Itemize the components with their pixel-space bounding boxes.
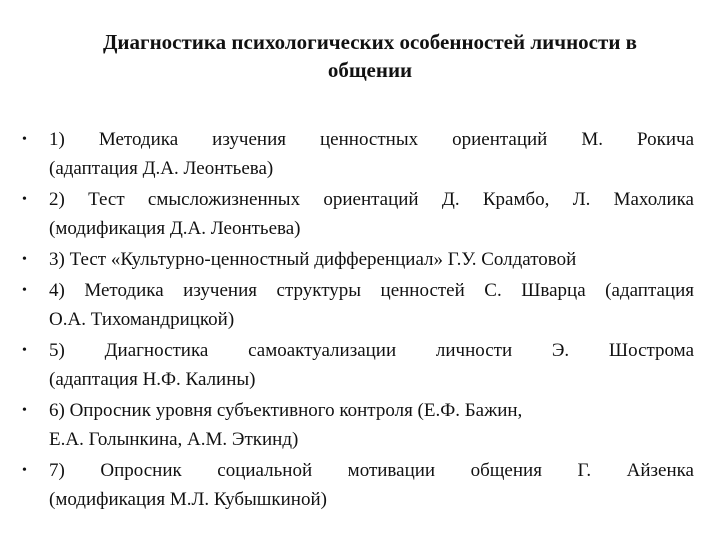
list-item-2 [22, 185, 694, 243]
item-7-line-2: (модификация М.Л. Кубышкиной) [49, 489, 327, 510]
slide-title [40, 28, 700, 84]
list-item-7 [22, 456, 694, 514]
item-4-line-1: 4) Методика изучения структуры ценностей С. Шварца (адаптация [49, 280, 694, 301]
list-item-3 [22, 245, 694, 274]
item-5-line-2: (адаптация Н.Ф. Калины) [49, 369, 256, 390]
bullet-icon: • [22, 403, 27, 418]
title-line-1: Диагностика психологических особенностей личности в [102, 30, 638, 54]
item-7-line-1: 7) Опросник социальной мотивации общения Г. Айзенка [49, 460, 694, 481]
item-1-line-2: (адаптация Д.А. Леонтьева) [49, 158, 274, 179]
bullet-icon: • [22, 463, 27, 478]
bullet-icon: • [22, 192, 27, 207]
list-item-6 [22, 396, 694, 454]
bullet-icon: • [22, 343, 27, 358]
bullet-icon: • [22, 252, 27, 267]
item-6-line-2: Е.А. Голынкина, А.М. Эткинд) [49, 429, 299, 450]
methods-list [22, 125, 694, 516]
bullet-icon: • [22, 132, 27, 147]
item-3-line-1: 3) Тест «Культурно-ценностный дифференциал» Г.У. Солдатовой [49, 249, 577, 270]
list-item-1 [22, 125, 694, 183]
list-item-4 [22, 276, 694, 334]
item-4-line-2: О.А. Тихомандрицкой) [49, 309, 235, 330]
list-item-5 [22, 336, 694, 394]
title-line-2: общении [327, 58, 413, 82]
item-2-line-1: 2) Тест смысложизненных ориентаций Д. Крамбо, Л. Махолика [49, 189, 694, 210]
item-1-line-1: 1) Методика изучения ценностных ориентаций М. Рокича [49, 129, 694, 150]
item-2-line-2: (модификация Д.А. Леонтьева) [49, 218, 301, 239]
item-6-line-1: 6) Опросник уровня субъективного контроля (Е.Ф. Бажин, [49, 400, 523, 421]
item-5-line-1: 5) Диагностика самоактуализации личности Э. Шострома [49, 340, 694, 361]
bullet-icon: • [22, 283, 27, 298]
